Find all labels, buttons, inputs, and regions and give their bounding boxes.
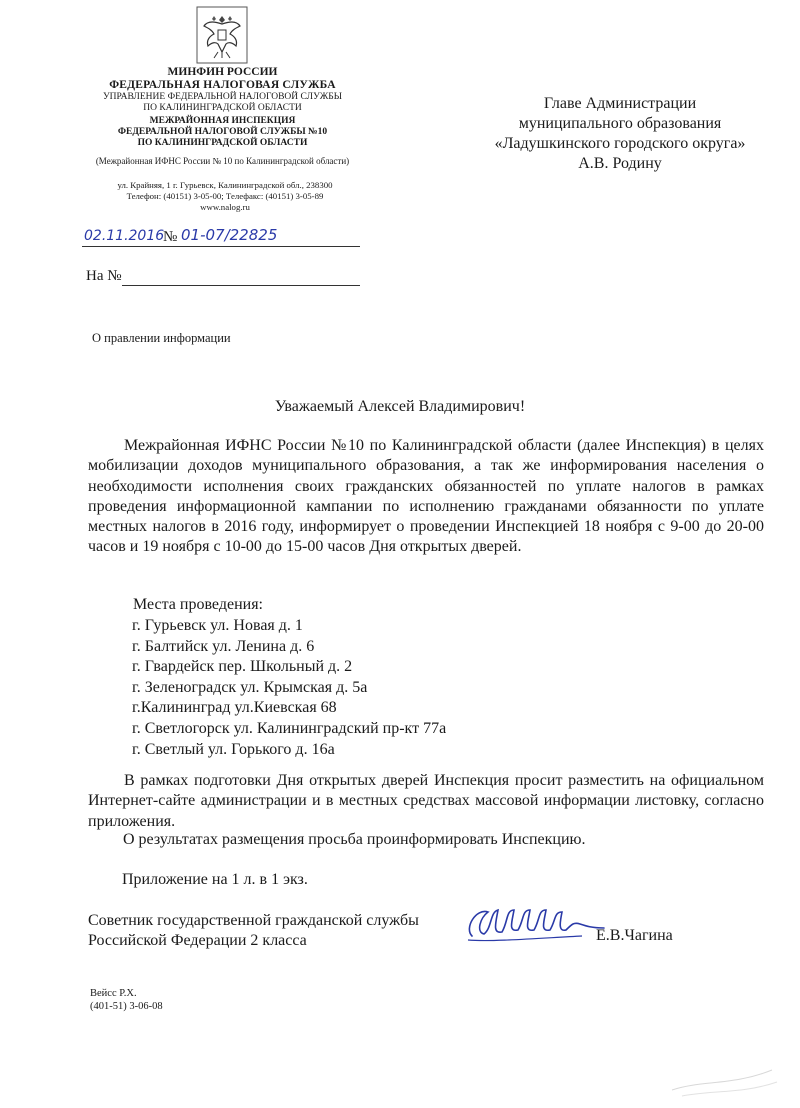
letter-subject: О правлении информации <box>92 331 231 345</box>
handwritten-signature <box>462 898 612 948</box>
addressee-line-3: «Ладушкинского городского округа» <box>494 135 746 152</box>
body-paragraph-3: О результатах размещения просьба проинформировать Инспекцию. <box>123 831 586 848</box>
reference-underline <box>122 271 360 286</box>
inspection-line-3: ПО КАЛИНИНГРАДСКОЙ ОБЛАСТИ <box>137 138 308 148</box>
registration-number-sign: № <box>163 229 178 245</box>
executor-info <box>90 987 163 1013</box>
body-paragraph-2: В рамках подготовки Дня открытых дверей Инспекция просит разместить на официальном Интернет-сайте администрации и в местных средствах массовой информации листовку, согласно приложения. <box>88 772 764 830</box>
executor-phone: (401-51) 3-06-08 <box>90 1001 163 1012</box>
service-name: ФЕДЕРАЛЬНАЯ НАЛОГОВАЯ СЛУЖБА <box>109 79 336 91</box>
addressee-line-1: Главе Администрации <box>543 95 697 112</box>
executor-name: Вейсс Р.Х. <box>90 988 137 999</box>
department-line-2: ПО КАЛИНИНГРАДСКОЙ ОБЛАСТИ <box>143 103 302 113</box>
department-line-1: УПРАВЛЕНИЕ ФЕДЕРАЛЬНОЙ НАЛОГОВОЙ СЛУЖБЫ <box>102 92 343 102</box>
list-item: г. Зеленоградск ул. Крымская д. 5а <box>132 678 368 696</box>
letterhead-contacts <box>75 180 375 213</box>
list-item: г. Светлый ул. Горького д. 16а <box>132 740 335 758</box>
registration-number: 01-07/22825 <box>181 226 278 244</box>
signatory-title-line-1: Советник государственной гражданской службы <box>88 912 419 929</box>
russian-coat-of-arms-icon <box>196 6 248 64</box>
attachment-note: Приложение на 1 л. в 1 экз. <box>122 871 308 888</box>
list-item: г. Гурьевск ул. Новая д. 1 <box>132 617 303 634</box>
letterhead-address: ул. Крайняя, 1 г. Гурьевск, Калининградской обл., 238300 <box>117 180 333 190</box>
greeting: Уважаемый Алексей Владимирович! <box>274 398 526 415</box>
inspection-name <box>70 116 375 149</box>
signatory-title-line-2: Российской Федерации 2 класса <box>88 932 307 949</box>
reference-underline-2 <box>154 285 360 286</box>
places-title: Места проведения: <box>133 596 263 613</box>
inspection-line-2: ФЕДЕРАЛЬНОЙ НАЛОГОВОЙ СЛУЖБЫ №10 <box>117 127 328 137</box>
signatory-title <box>88 911 419 951</box>
list-item: г. Гвардейск пер. Школьный д. 2 <box>132 658 353 676</box>
registration-date: 02.11.2016 <box>84 228 165 244</box>
places-list <box>132 616 446 760</box>
list-item: г. Светлогорск ул. Калининградский пр-кт 77а <box>132 719 447 737</box>
addressee-line-4: А.В. Родину <box>578 155 662 172</box>
list-item: г. Балтийск ул. Ленина д. 6 <box>132 637 315 655</box>
inspection-short-name: (Межрайонная ИФНС России № 10 по Калининградской области) <box>95 156 350 166</box>
ministry-name: МИНФИН РОССИИ <box>167 66 278 78</box>
signatory-name: Е.В.Чагина <box>596 927 673 944</box>
letterhead-website: www.nalog.ru <box>200 202 250 212</box>
letterhead-phone: Телефон: (40151) 3-05-00; Телефакс: (40151) 3-05-89 <box>126 191 324 201</box>
body-paragraph-1: Межрайонная ИФНС России №10 по Калининградской области (далее Инспекция) в целях мобилизации доходов муниципального образования, а так же информирования населения о необходимости исполнения своих гражданских обязанностей по уплате налогов в рамках проведения информационной кампании по исполнению гражданами обязанности по уплате местных налогов в 2016 году, информирует о проведении Инспекцией 18 ноября с 9-00 до 20-00 часов и 19 ноября с 10-00 до 15-00 часов Дня открытых дверей. <box>88 437 764 556</box>
list-item: г.Калининград ул.Киевская 68 <box>132 699 337 717</box>
addressee-line-2: муниципального образования <box>518 115 722 132</box>
scan-artefact <box>662 1060 782 1100</box>
reference-label: На № <box>86 268 122 284</box>
inspection-line-1: МЕЖРАЙОННАЯ ИНСПЕКЦИЯ <box>149 116 296 126</box>
department-name <box>70 92 375 114</box>
